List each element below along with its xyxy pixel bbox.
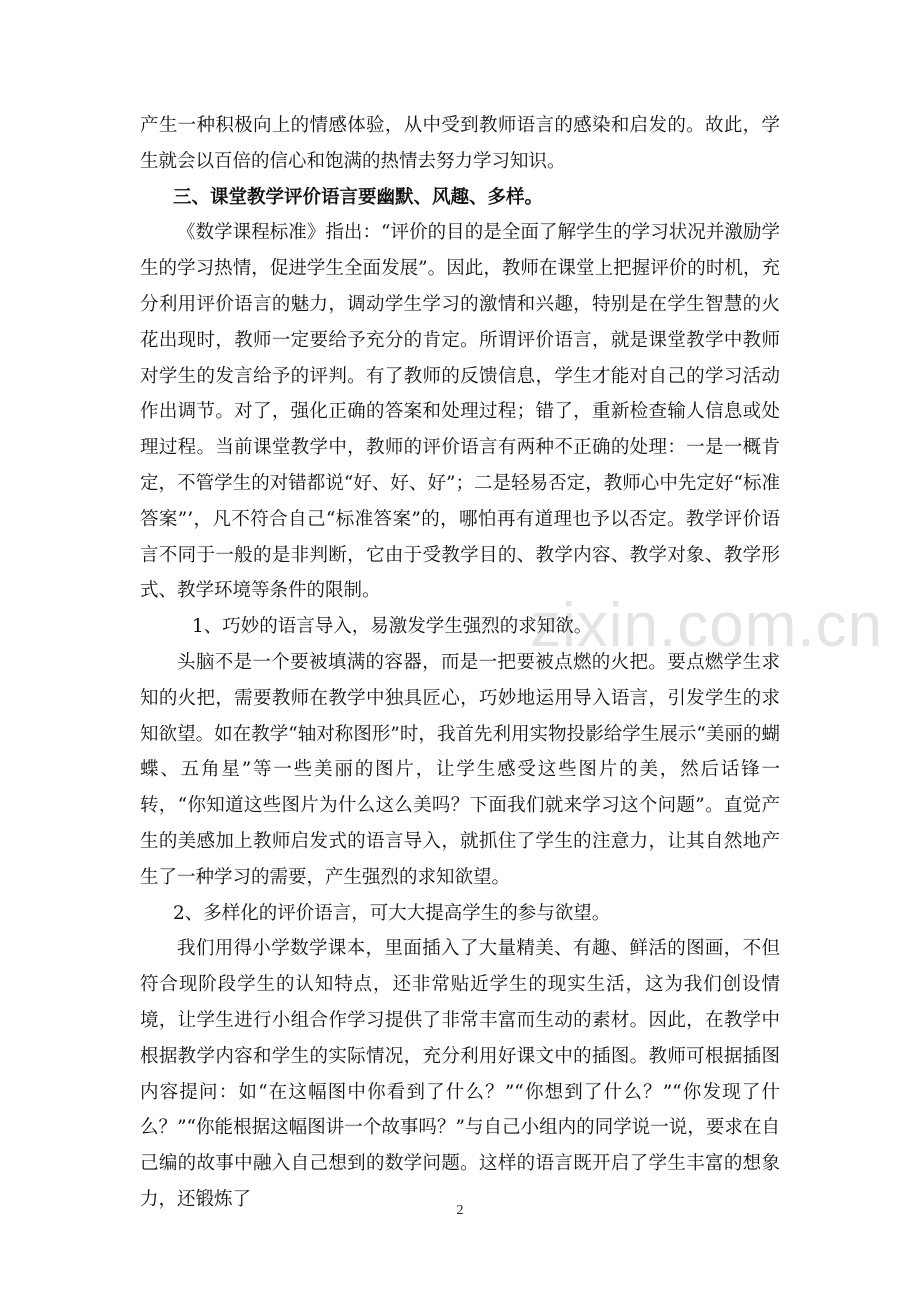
page-number: 2 [456,1203,464,1218]
section-heading: 三、课堂教学评价语言要幽默、风趣、多样。 [173,186,544,208]
subheading-2: 2、多样化的评价语言，可大大提高学生的参与欲望。 [173,902,611,924]
paragraph-illustrations: 我们用得小学数学课本，里面插入了大量精美、有趣、鲜活的图画，不但符合现阶段学生的认知特点，还非常贴近学生的现实生活，这为我们创设情境，让学生进行小组合作学习提供了非常丰富而生动的素材。因此，在教学中根据教学内容和学生的实际情况，充分利用好课文中的插图。教师可根据插图内容提问：如“在这幅图中你看到了什么？”“你想到了什么？”“你发现了什么？”“你能根据这幅图讲一个故事吗？”与自己小组内的同学说一说，要求在自己编的故事中融入自己想到的数学问题。这样的语言既开启了学生丰富的想象力，还锻炼了 [140,938,780,1210]
document-body [140,108,884,1218]
paragraph-continued: 产生一种积极向上的情感体验，从中受到教师语言的感染和启发的。故此，学生就会以百倍的信心和饱满的热情去努力学习知识。 [140,115,780,172]
watermark: zixin.com.cn [530,591,884,660]
paragraph-introduction: 头脑不是一个要被填满的容器，而是一把要被点燃的火把。要点燃学生求知的火把，需要教师在教学中独具匠心，巧妙地运用导入语言，引发学生的求知欲望。如在教学“轴对称图形”时，我首先利用实物投影给学生展示“美丽的蝴蝶、五角星”等一些美丽的图片，让学生感受这些图片的美，然后话锋一转，“你知道这些图片为什么这么美吗？下面我们就来学习这个问题”。直觉产生的美感加上教师启发式的语言导入，就抓住了学生的注意力，让其自然地产生了一种学习的需要，产生强烈的求知欲望。 [140,651,780,888]
subheading-1: 1、巧妙的语言导入，易激发学生强烈的求知欲。 [192,616,593,638]
paragraph-evaluation: 《数学课程标准》指出：“评价的目的是全面了解学生的学习状况并激励学生的学习热情，促进学生全面发展”。因此，教师在课堂上把握评价的时机，充分利用评价语言的魅力，调动学生学习的激情和兴趣，特别是在学生智慧的火花出现时，教师一定要给予充分的肯定。所谓评价语言，就是课堂教学中教师对学生的发言给予的评判。有了教师的反馈信息，学生才能对自己的学习活动作出调节。对了，强化正确的答案和处理过程；错了，重新检查输人信息或处理过程。当前课堂教学中，教师的评价语言有两种不正确的处理：一是一概肯定，不管学生的对错都说“好、好、好”；二是轻易否定，教师心中先定好“标准答案”’，凡不符合自己“标准答案”的，哪怕再有道理也予以否定。教学评价语言不同于一般的是非判断，它由于受教学目的、教学内容、教学对象、教学形式、教学环境等条件的限制。 [140,222,780,602]
